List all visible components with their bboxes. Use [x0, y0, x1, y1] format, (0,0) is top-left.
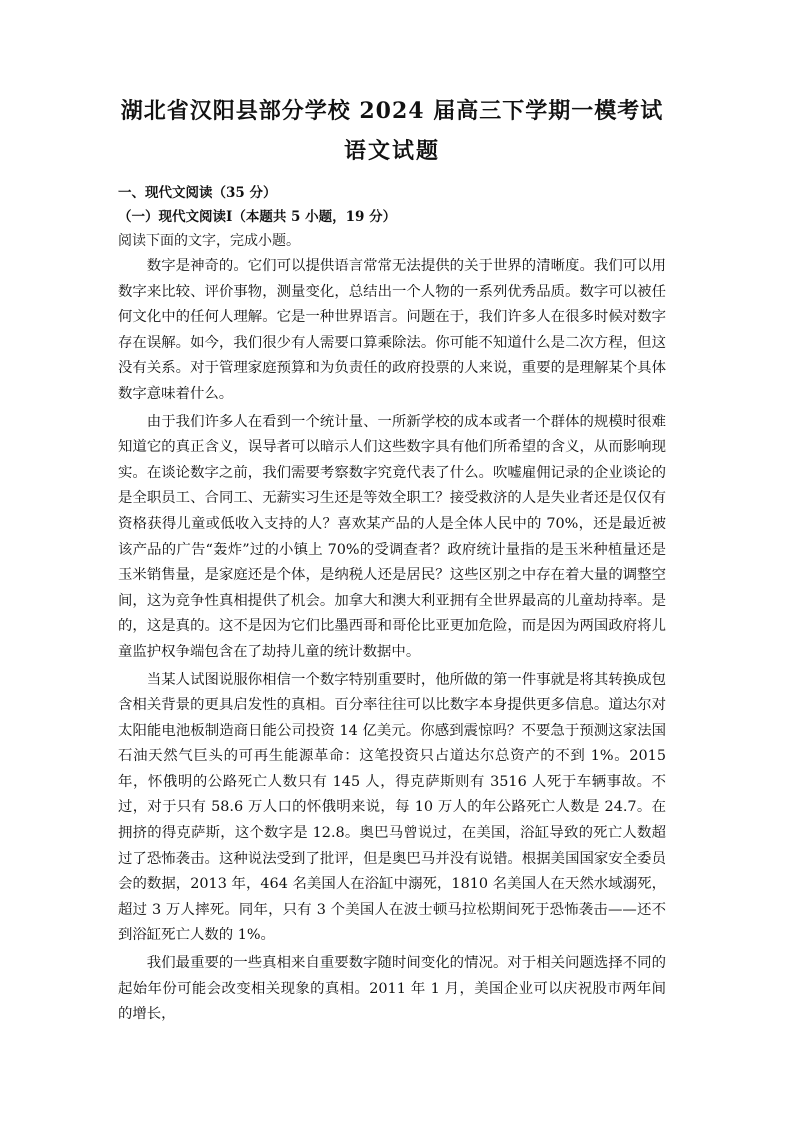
passage-paragraph-3: 当某人试图说服你相信一个数字特别重要时，他所做的第一件事就是将其转换成包含相关背景的更具启发性的真相。百分率往往可以比数字本身提供更多信息。道达尔对太阳能电池板制造商日能公司投资 14 亿美元。你感到震惊吗？不要急于预测这家法国石油天然气巨头的可再生能源革命：这笔投资只占道达尔总资产的不到 1%。2015 年，怀俄明的公路死亡人数只有 145 人，得克萨斯则有 3516 人死于车辆事故。不过，对于只有 58.6 万人口的怀俄明来说，每 10 万人的年公路死亡人数是 24.7。在拥挤的得克萨斯，这个数字是 12.8。奥巴马曾说过，在美国，浴缸导致的死亡人数超过了恐怖袭击。这种说法受到了批评，但是奥巴马并没有说错。根据美国国家安全委员会的数据，2013 年，464 名美国人在浴缸中溺死，1810 名美国人在天然水域溺死，超过 3 万人摔死。同年，只有 3 个美国人在波士顿马拉松期间死于恐怖袭击——还不到浴缸死亡人数的 1%。: [118, 671, 666, 944]
section-heading: 一、现代文阅读（35 分）: [118, 185, 277, 201]
document-subtitle: 语文试题: [343, 138, 440, 164]
passage-paragraph-4: 我们最重要的一些真相来自重要数字随时间变化的情况。对于相关问题选择不同的起始年份可能会改变相关现象的真相。2011 年 1 月，美国企业可以庆祝股市两年间的增长，: [118, 955, 666, 1023]
passage-paragraph-1: 数字是神奇的。它们可以提供语言常常无法提供的关于世界的清晰度。我们可以用数字来比较、评价事物，测量变化，总结出一个人物的一系列优秀品质。数字可以被任何文化中的任何人理解。它是一种世界语言。问题在于，我们许多人在很多时候对数字存在误解。如今，我们很少有人需要口算乘除法。你可能不知道什么是二次方程，但这没有关系。对于管理家庭预算和为负责任的政府投票的人来说，重要的是理解某个具体数字意味着什么。: [118, 258, 666, 402]
reading-instruction: 阅读下面的文字，完成小题。: [118, 233, 300, 249]
subsection-heading: （一）现代文阅读Ⅰ（本题共 5 小题，19 分）: [118, 209, 397, 225]
passage-paragraph-2: 由于我们许多人在看到一个统计量、一所新学校的成本或者一个群体的规模时很难知道它的真正含义，误导者可以暗示人们这些数字具有他们所希望的含义，从而影响现实。在谈论数字之前，我们需要考察数字究竟代表了什么。吹嘘雇佣记录的企业谈论的是全职员工、合同工、无薪实习生还是等效全职工？接受救济的人是失业者还是仅仅有资格获得儿童或低收入支持的人？喜欢某产品的人是全体人民中的 70%，还是最近被该产品的广告“轰炸”过的小镇上 70%的受调查者？政府统计量指的是玉米种植量还是玉米销售量，是家庭还是个体，是纳税人还是居民？这些区别之中存在着大量的调整空间，这为竞争性真相提供了机会。加拿大和澳大利亚拥有全世界最高的儿童劫持率。是的，这是真的。这不是因为它们比墨西哥和哥伦比亚更加危险，而是因为两国政府将儿童监护权争端包含在了劫持儿童的统计数据中。: [118, 413, 666, 660]
document-title: 湖北省汉阳县部分学校 2024 届高三下学期一模考试: [120, 98, 664, 124]
